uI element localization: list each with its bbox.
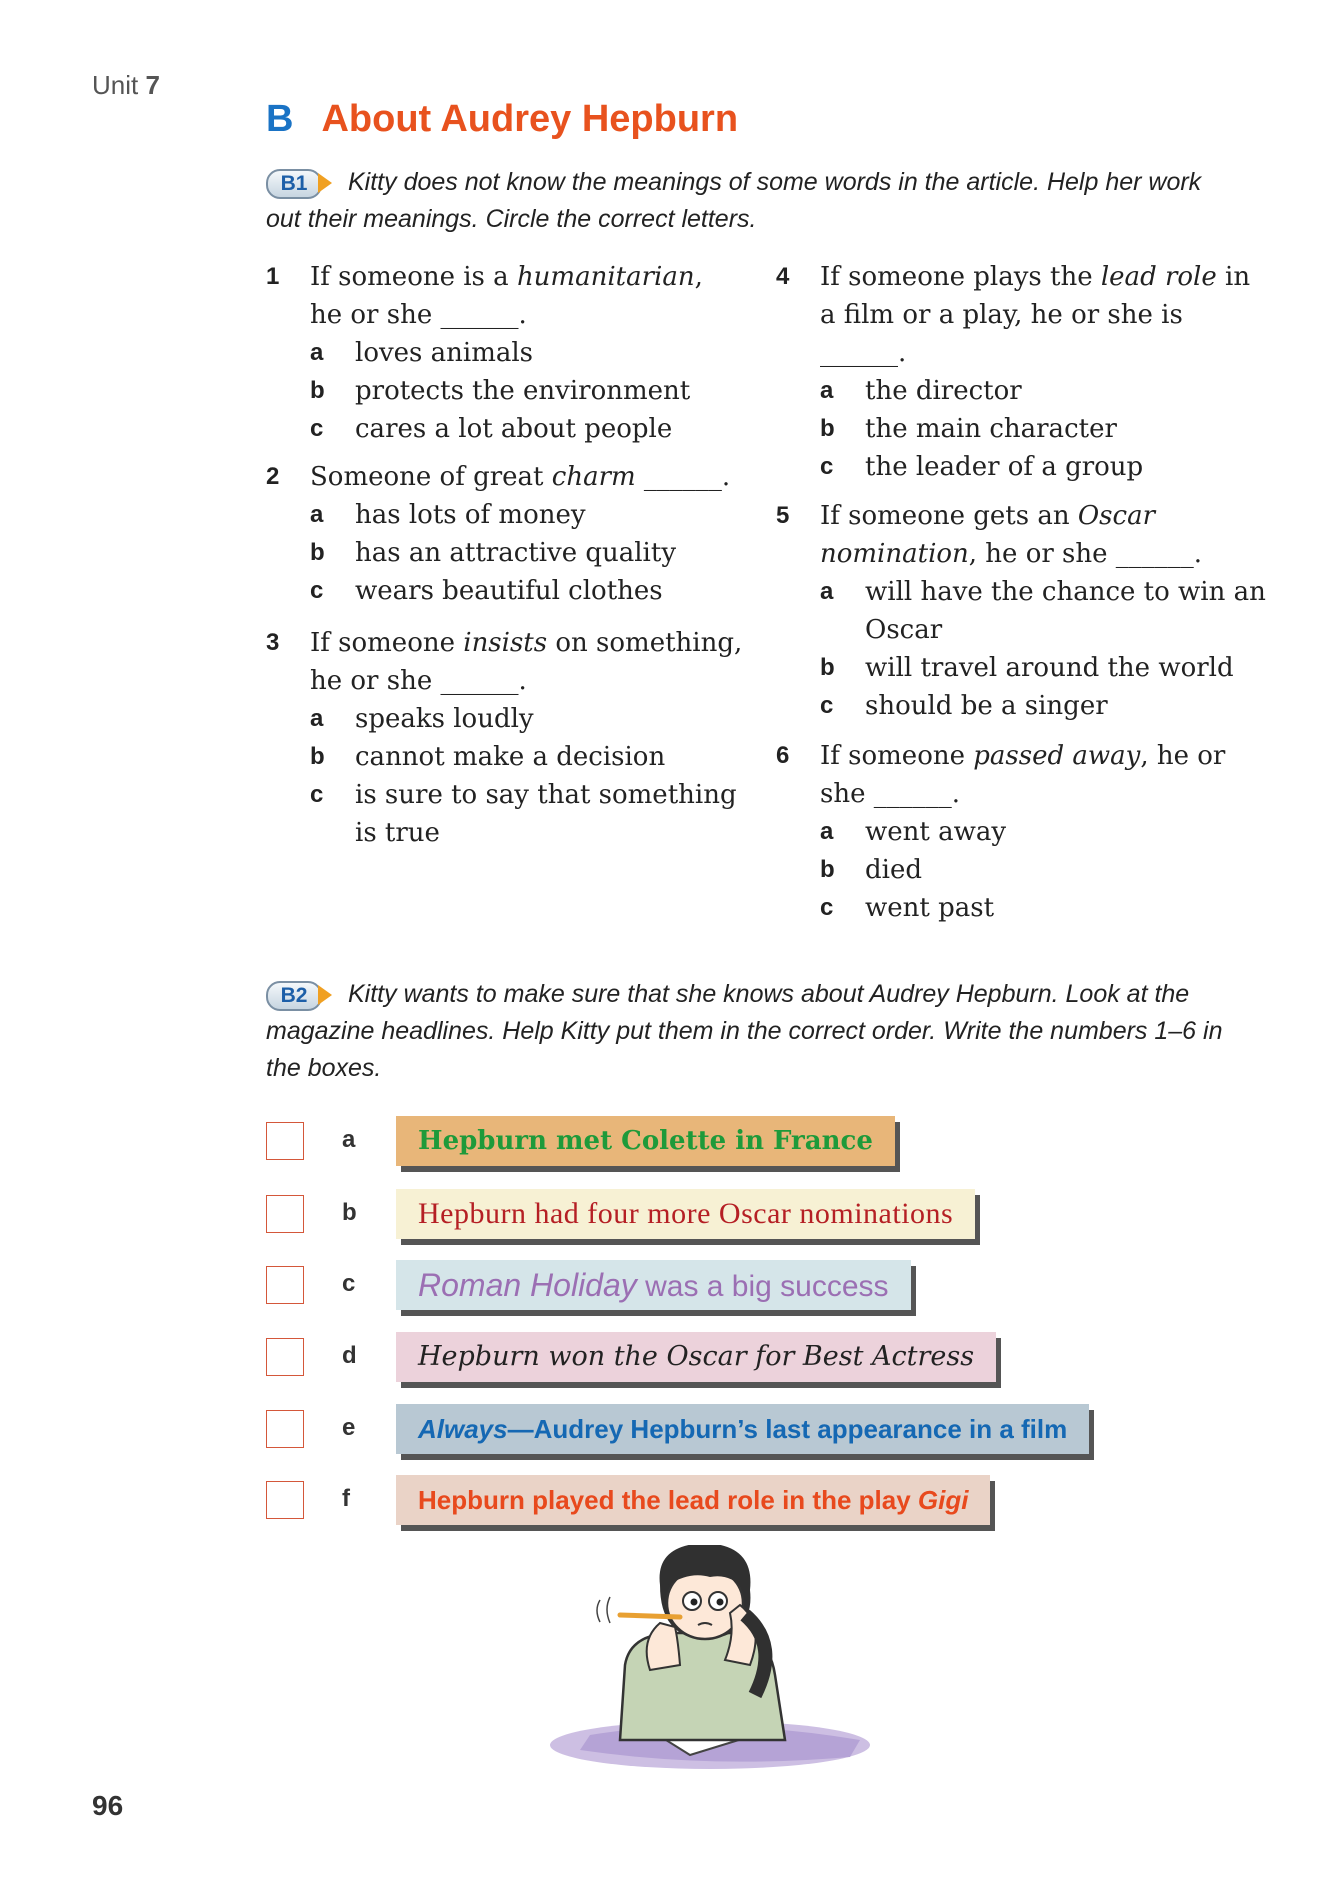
option-4c[interactable]: c the leader of a group [820, 452, 1144, 482]
answer-box-c[interactable] [266, 1266, 304, 1304]
page-number: 96 [92, 1790, 124, 1821]
answer-box-f[interactable] [266, 1481, 304, 1519]
answer-box-b[interactable] [266, 1195, 304, 1233]
question-6: 6 If someone passed away, he or she ______. a went away b died c went past [776, 737, 1266, 927]
answer-box-e[interactable] [266, 1410, 304, 1448]
option-2c[interactable]: c wears beautiful clothes [310, 576, 663, 606]
option-3b[interactable]: b cannot make a decision [310, 742, 666, 772]
option-3a[interactable]: a speaks loudly [310, 704, 534, 734]
option-1c[interactable]: c cares a lot about people [310, 414, 673, 444]
option-2a[interactable]: a has lots of money [310, 500, 586, 530]
option-3c[interactable]: c is sure to say that something is true [310, 780, 737, 848]
section-title-text: About Audrey Hepburn [321, 98, 739, 140]
option-1a[interactable]: a loves animals [310, 338, 534, 368]
option-4a[interactable]: a the director [820, 376, 1022, 406]
option-2b[interactable]: b has an attractive quality [310, 538, 677, 568]
option-6c[interactable]: c went past [820, 893, 995, 923]
headline-row-e: e Always—Audrey Hepburn’s last appearance in a film [266, 1404, 1196, 1456]
headline-row-c: c Roman Holiday was a big success [266, 1260, 1196, 1312]
b2-tag: B2 [266, 980, 338, 1010]
b1-instruction: B1 Kitty does not know the meanings of some words in the article. Help her work out their meanings. Circle the correct letters. [266, 168, 1202, 233]
headline-a: Hepburn met Colette in France [396, 1116, 895, 1166]
option-6b[interactable]: b died [820, 855, 922, 885]
headline-b: Hepburn had four more Oscar nominations [396, 1189, 975, 1239]
headline-row-d: d Hepburn won the Oscar for Best Actress [266, 1332, 1196, 1384]
option-5b[interactable]: b will travel around the world [820, 653, 1234, 683]
b1-tag: B1 [266, 168, 338, 198]
headline-row-b: b Hepburn had four more Oscar nominations [266, 1189, 1196, 1241]
option-1b[interactable]: b protects the environment [310, 376, 691, 406]
b2-instruction: B2 Kitty wants to make sure that she knows about Audrey Hepburn. Look at the magazine headlines. Help Kitty put them in the correct order. Write the numbers 1–6 in the boxes. [266, 980, 1223, 1082]
headline-d: Hepburn won the Oscar for Best Actress [396, 1332, 996, 1382]
question-2: 2 Someone of great charm ______. a has lots of money b has an attractive quality c wears beautiful clothes [266, 458, 736, 610]
headline-f: Hepburn played the lead role in the play Gigi [396, 1475, 990, 1525]
option-5a[interactable]: a will have the chance to win an Oscar [820, 577, 1266, 645]
question-4: 4 If someone plays the lead role in a film or a play, he or she is ______. a the director b the main character c the leader of a group [776, 258, 1256, 486]
headline-e: Always—Audrey Hepburn’s last appearance in a film [396, 1404, 1089, 1454]
question-5: 5 If someone gets an Oscar nomination, he or she ______. a will have the chance to win an Oscar b will travel around the world c should be a singer [776, 497, 1276, 725]
answer-box-a[interactable] [266, 1122, 304, 1160]
play-arrow-icon [318, 985, 332, 1005]
unit-label: Unit 7 [92, 70, 160, 100]
headline-c: Roman Holiday was a big success [396, 1260, 911, 1310]
question-1: 1 If someone is a humanitarian, he or she ______. a loves animals b protects the environment c cares a lot about people [266, 258, 736, 448]
option-4b[interactable]: b the main character [820, 414, 1117, 444]
option-5c[interactable]: c should be a singer [820, 691, 1108, 721]
play-arrow-icon [318, 173, 332, 193]
section-title [266, 98, 738, 141]
option-6a[interactable]: a went away [820, 817, 1007, 847]
kitty-thinking-illustration [540, 1545, 880, 1775]
section-letter: B [266, 98, 294, 140]
answer-box-d[interactable] [266, 1338, 304, 1376]
headline-row-f: f Hepburn played the lead role in the play Gigi [266, 1475, 1196, 1527]
question-3: 3 If someone insists on something, he or she ______. a speaks loudly b cannot make a decision c is sure to say that something is true [266, 624, 746, 852]
headline-row-a: a Hepburn met Colette in France [266, 1116, 1196, 1168]
